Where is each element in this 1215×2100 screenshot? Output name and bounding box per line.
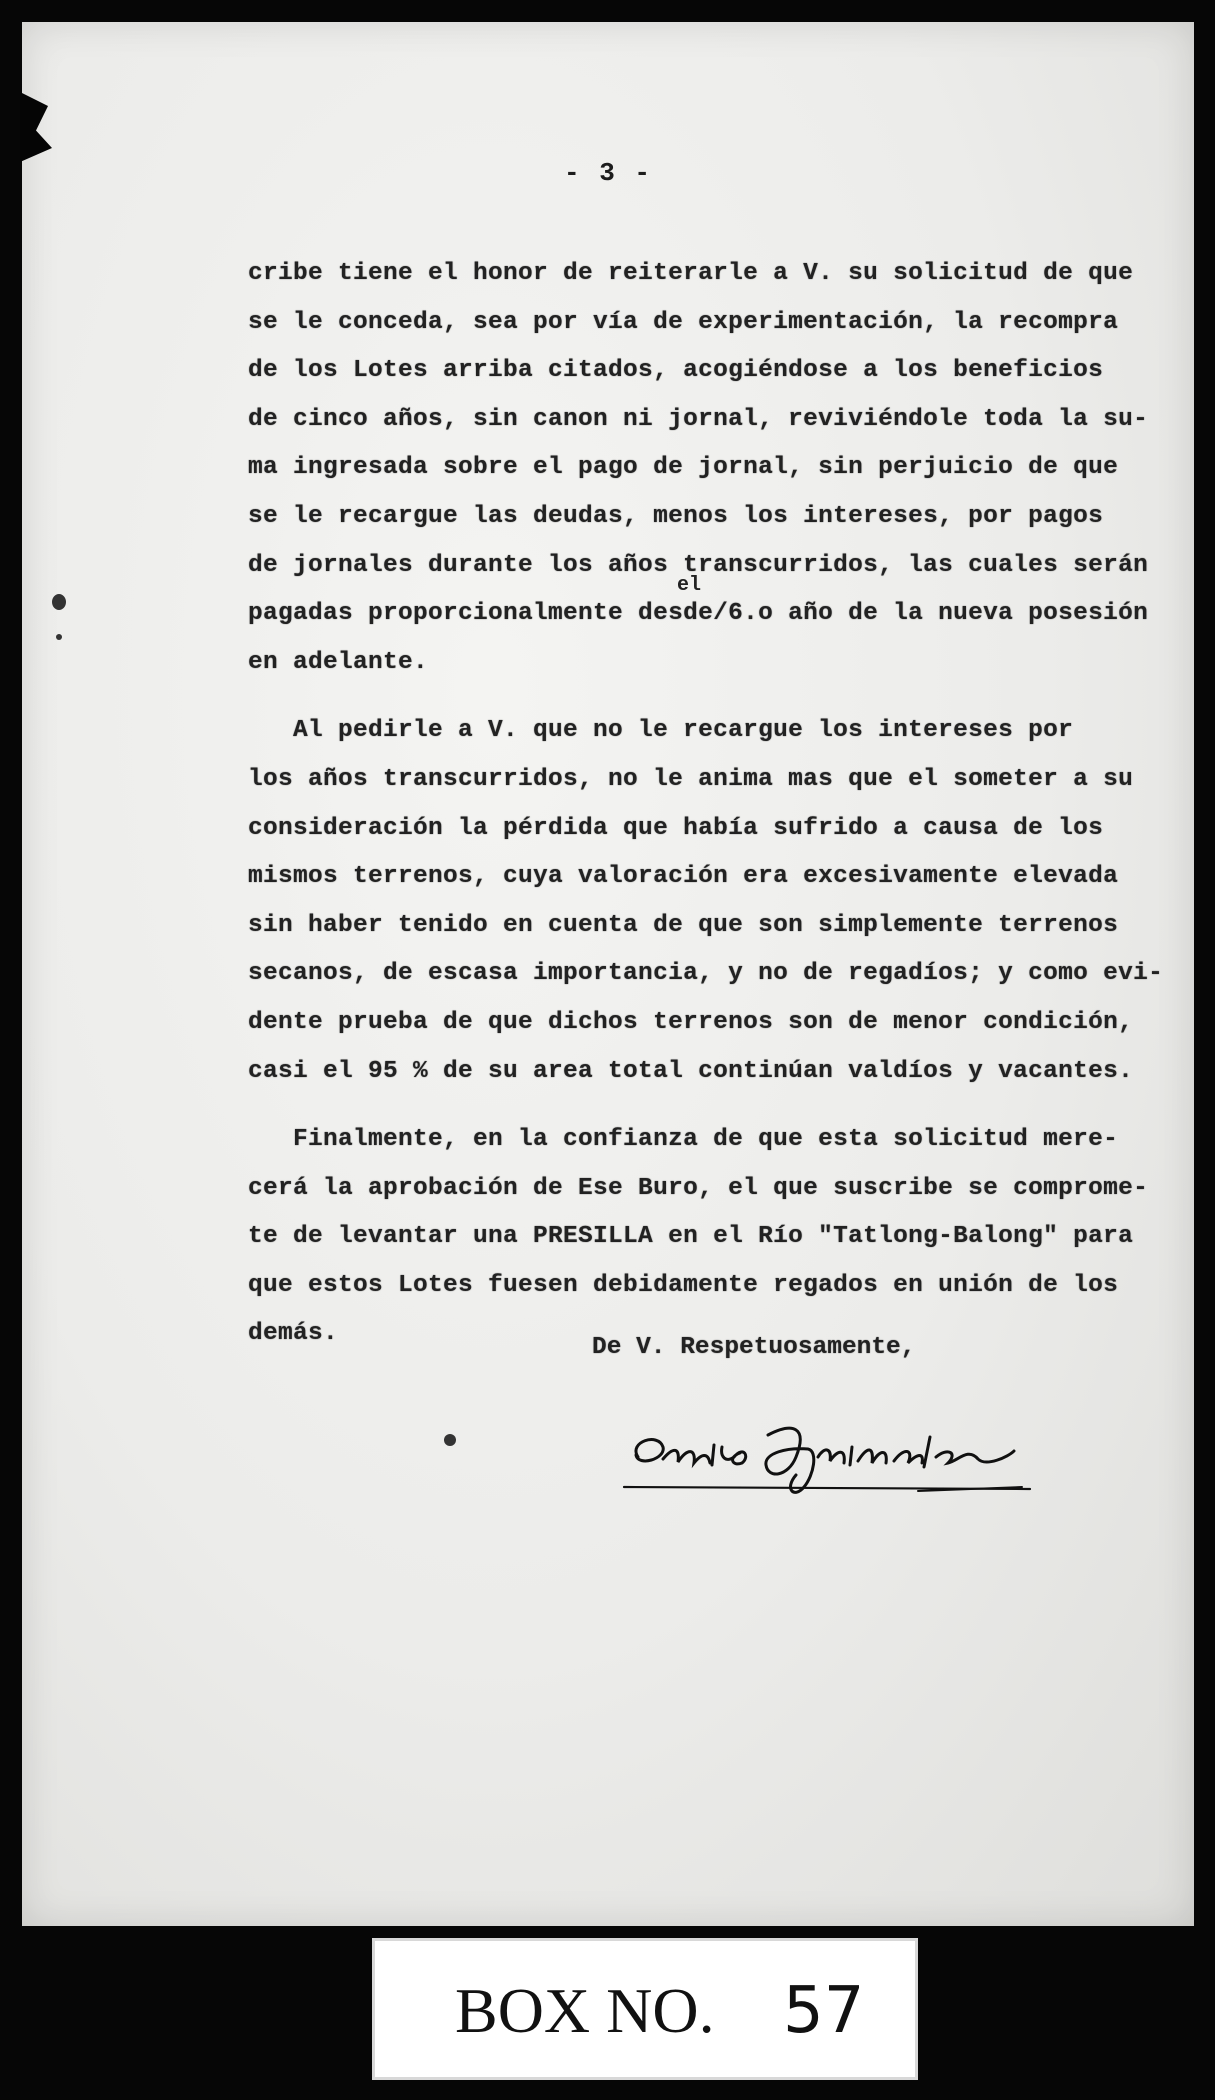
text-line: mismos terrenos, cuya valoración era excesivamente elevada xyxy=(248,863,1119,891)
text-line: se le conceda, sea por vía de experimentación, la recompra xyxy=(248,308,1119,336)
text-line: cribe tiene el honor de reiterarle a V. su solicitud de que xyxy=(248,260,1134,287)
box-label-text: BOX NO. xyxy=(455,1975,715,2046)
text-line: ma ingresada sobre el pago de jornal, sin perjuicio de que xyxy=(248,454,1119,482)
text-line: en adelante. xyxy=(248,648,429,676)
text-line: se le recargue las deudas, menos los intereses, por pagos xyxy=(248,502,1104,530)
text-line: los años transcurridos, no le anima mas que el someter a su xyxy=(248,765,1134,793)
paragraph-gap xyxy=(248,1096,1158,1116)
text-line: que estos Lotes fuesen debidamente regados en unión de los xyxy=(248,1271,1119,1299)
text-line: cerá la aprobación de Ese Buro, el que suscribe se comprome- xyxy=(248,1174,1149,1202)
archive-box-label xyxy=(372,1938,918,2080)
ink-spot xyxy=(444,1434,456,1446)
text-line: pagadas proporcionalmente desde/6.o año de la nueva posesión xyxy=(248,600,1149,628)
text-line: secanos, de escasa importancia, y no de regadíos; y como evi- xyxy=(248,960,1164,988)
page-number: - 3 - xyxy=(563,158,652,188)
paragraph-3 xyxy=(248,1116,1158,1359)
document-page xyxy=(22,22,1194,1926)
text-line: consideración la pérdida que había sufrido a causa de los xyxy=(248,814,1104,842)
ink-spot xyxy=(56,634,62,640)
closing-salutation: De V. Respetuosamente, xyxy=(592,1334,916,1361)
text-line: te de levantar una PRESILLA en el Río "Tatlong-Balong" para xyxy=(248,1223,1134,1251)
paragraph-1 xyxy=(248,250,1158,687)
box-number: 57 xyxy=(783,1974,865,2048)
ink-spot xyxy=(52,594,66,610)
signature-image xyxy=(618,1417,1048,1507)
letter-body xyxy=(248,250,1164,1359)
text-line: de los Lotes arriba citados, acogiéndose a los beneficios xyxy=(248,357,1104,385)
text-line: demás. xyxy=(248,1320,339,1348)
text-line: de jornales durante los años transcurridos, las cuales serán xyxy=(248,551,1149,579)
text-line: Al pedirle a V. que no le recargue los intereses por xyxy=(248,717,1074,745)
torn-corner xyxy=(20,92,60,162)
text-line: sin haber tenido en cuenta de que son simplemente terrenos xyxy=(248,911,1119,939)
text-line: de cinco años, sin canon ni jornal, reviviéndole toda la su- xyxy=(248,405,1149,433)
text-line: dente prueba de que dichos terrenos son de menor condición, xyxy=(248,1008,1134,1036)
paragraph-2 xyxy=(248,707,1164,1096)
text-line: Finalmente, en la confianza de que esta solicitud mere- xyxy=(248,1126,1119,1154)
paragraph-gap xyxy=(248,687,1158,707)
text-line: casi el 95 % de su area total continúan valdíos y vacantes. xyxy=(248,1057,1134,1085)
interlinear-insertion: el xyxy=(677,574,702,597)
